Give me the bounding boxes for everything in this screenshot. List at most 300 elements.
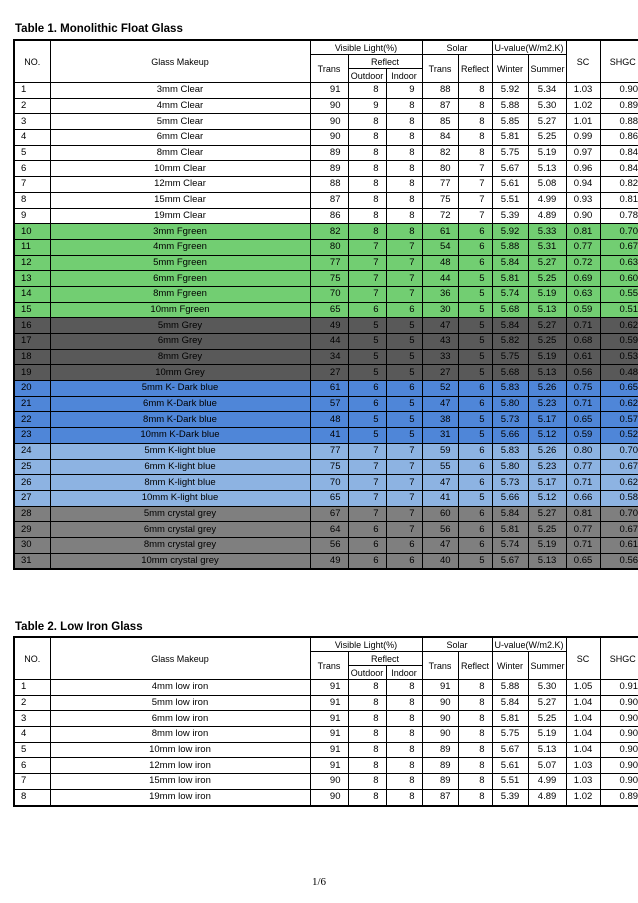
- cell-reflect-outdoor: 7: [348, 239, 386, 255]
- table-row: [14, 537, 638, 553]
- cell-solar-reflect: 8: [458, 114, 492, 130]
- table-row: [14, 475, 638, 491]
- cell-shgc: 0.70: [600, 224, 638, 240]
- cell-shgc: 0.55: [600, 286, 638, 302]
- cell-reflect-indoor: 5: [386, 412, 422, 428]
- cell-visible-trans: 80: [310, 239, 348, 255]
- cell-winter: 5.84: [492, 695, 528, 711]
- cell-glass-makeup: 10mm Grey: [50, 365, 310, 381]
- cell-winter: 5.75: [492, 727, 528, 743]
- cell-summer: 5.23: [528, 459, 566, 475]
- cell-solar-reflect: 5: [458, 302, 492, 318]
- cell-solar-reflect: 5: [458, 428, 492, 444]
- cell-summer: 5.13: [528, 553, 566, 569]
- cell-summer: 4.89: [528, 789, 566, 805]
- cell-no: 17: [14, 334, 50, 350]
- header-visible-trans: Trans: [310, 652, 348, 680]
- cell-reflect-indoor: 8: [386, 192, 422, 208]
- cell-no: 1: [14, 83, 50, 99]
- cell-solar-trans: 87: [422, 98, 458, 114]
- cell-winter: 5.51: [492, 774, 528, 790]
- cell-no: 14: [14, 286, 50, 302]
- header-indoor: Indoor: [386, 69, 422, 83]
- cell-solar-reflect: 8: [458, 130, 492, 146]
- table-row: [14, 161, 638, 177]
- cell-solar-reflect: 8: [458, 727, 492, 743]
- cell-no: 1: [14, 680, 50, 696]
- cell-winter: 5.75: [492, 145, 528, 161]
- cell-solar-reflect: 8: [458, 695, 492, 711]
- cell-solar-trans: 31: [422, 428, 458, 444]
- cell-glass-makeup: 8mm K-light blue: [50, 475, 310, 491]
- cell-solar-trans: 47: [422, 475, 458, 491]
- cell-summer: 4.99: [528, 192, 566, 208]
- cell-no: 20: [14, 381, 50, 397]
- cell-winter: 5.61: [492, 758, 528, 774]
- cell-solar-trans: 89: [422, 758, 458, 774]
- cell-summer: 5.13: [528, 161, 566, 177]
- cell-reflect-indoor: 8: [386, 727, 422, 743]
- cell-no: 13: [14, 271, 50, 287]
- cell-visible-trans: 65: [310, 490, 348, 506]
- table-row: [14, 177, 638, 193]
- cell-reflect-indoor: 5: [386, 318, 422, 334]
- cell-no: 11: [14, 239, 50, 255]
- cell-solar-reflect: 5: [458, 271, 492, 287]
- cell-reflect-indoor: 7: [386, 459, 422, 475]
- table-row: [14, 695, 638, 711]
- table-row: [14, 239, 638, 255]
- cell-reflect-indoor: 8: [386, 130, 422, 146]
- cell-reflect-outdoor: 7: [348, 271, 386, 287]
- cell-glass-makeup: 15mm Clear: [50, 192, 310, 208]
- cell-reflect-outdoor: 7: [348, 255, 386, 271]
- cell-shgc: 0.62: [600, 396, 638, 412]
- cell-reflect-outdoor: 8: [348, 695, 386, 711]
- cell-winter: 5.73: [492, 412, 528, 428]
- cell-glass-makeup: 6mm low iron: [50, 711, 310, 727]
- table-row: [14, 192, 638, 208]
- cell-shgc: 0.67: [600, 522, 638, 538]
- cell-reflect-outdoor: 5: [348, 412, 386, 428]
- cell-summer: 5.13: [528, 742, 566, 758]
- table-1: [13, 39, 638, 570]
- cell-glass-makeup: 12mm low iron: [50, 758, 310, 774]
- cell-visible-trans: 91: [310, 758, 348, 774]
- cell-sc: 1.04: [566, 695, 600, 711]
- cell-summer: 5.12: [528, 428, 566, 444]
- cell-glass-makeup: 5mm Clear: [50, 114, 310, 130]
- cell-sc: 0.61: [566, 349, 600, 365]
- cell-sc: 0.80: [566, 443, 600, 459]
- cell-reflect-indoor: 8: [386, 224, 422, 240]
- cell-glass-makeup: 12mm Clear: [50, 177, 310, 193]
- cell-solar-trans: 60: [422, 506, 458, 522]
- cell-solar-reflect: 8: [458, 98, 492, 114]
- cell-solar-reflect: 8: [458, 789, 492, 805]
- cell-winter: 5.80: [492, 396, 528, 412]
- cell-sc: 1.03: [566, 774, 600, 790]
- cell-reflect-outdoor: 8: [348, 711, 386, 727]
- cell-glass-makeup: 6mm K-Dark blue: [50, 396, 310, 412]
- table-row: [14, 83, 638, 99]
- cell-glass-makeup: 10mm low iron: [50, 742, 310, 758]
- table-row: [14, 680, 638, 696]
- cell-reflect-outdoor: 8: [348, 177, 386, 193]
- cell-no: 23: [14, 428, 50, 444]
- cell-solar-trans: 52: [422, 381, 458, 397]
- header-glass-makeup: Glass Makeup: [50, 637, 310, 680]
- cell-solar-reflect: 6: [458, 396, 492, 412]
- cell-reflect-outdoor: 8: [348, 758, 386, 774]
- cell-winter: 5.84: [492, 506, 528, 522]
- cell-summer: 5.33: [528, 224, 566, 240]
- cell-sc: 1.05: [566, 680, 600, 696]
- cell-solar-trans: 47: [422, 396, 458, 412]
- cell-reflect-outdoor: 7: [348, 475, 386, 491]
- cell-reflect-indoor: 7: [386, 506, 422, 522]
- header-outdoor: Outdoor: [348, 666, 386, 680]
- cell-visible-trans: 41: [310, 428, 348, 444]
- cell-winter: 5.66: [492, 428, 528, 444]
- cell-solar-trans: 61: [422, 224, 458, 240]
- cell-visible-trans: 34: [310, 349, 348, 365]
- cell-reflect-outdoor: 8: [348, 742, 386, 758]
- header-solar-reflect: Reflect: [458, 55, 492, 83]
- cell-solar-trans: 55: [422, 459, 458, 475]
- cell-reflect-indoor: 7: [386, 271, 422, 287]
- cell-reflect-indoor: 8: [386, 177, 422, 193]
- table-row: [14, 789, 638, 805]
- cell-solar-trans: 33: [422, 349, 458, 365]
- cell-solar-reflect: 5: [458, 412, 492, 428]
- cell-sc: 1.03: [566, 83, 600, 99]
- cell-shgc: 0.59: [600, 334, 638, 350]
- cell-summer: 5.31: [528, 239, 566, 255]
- cell-reflect-indoor: 7: [386, 255, 422, 271]
- cell-reflect-indoor: 7: [386, 443, 422, 459]
- cell-reflect-outdoor: 8: [348, 774, 386, 790]
- cell-reflect-indoor: 8: [386, 145, 422, 161]
- cell-summer: 5.27: [528, 506, 566, 522]
- cell-shgc: 0.60: [600, 271, 638, 287]
- cell-sc: 0.69: [566, 271, 600, 287]
- cell-reflect-indoor: 7: [386, 490, 422, 506]
- cell-reflect-outdoor: 8: [348, 192, 386, 208]
- cell-shgc: 0.90: [600, 695, 638, 711]
- header-glass-makeup: Glass Makeup: [50, 40, 310, 83]
- table-row: [14, 381, 638, 397]
- cell-solar-trans: 43: [422, 334, 458, 350]
- cell-solar-trans: 91: [422, 680, 458, 696]
- cell-reflect-outdoor: 6: [348, 522, 386, 538]
- cell-solar-reflect: 5: [458, 490, 492, 506]
- header-shgc: SHGC: [600, 40, 638, 83]
- cell-reflect-indoor: 6: [386, 553, 422, 569]
- cell-summer: 5.17: [528, 412, 566, 428]
- cell-visible-trans: 90: [310, 789, 348, 805]
- cell-solar-reflect: 6: [458, 459, 492, 475]
- cell-shgc: 0.82: [600, 177, 638, 193]
- cell-reflect-outdoor: 8: [348, 145, 386, 161]
- cell-winter: 5.81: [492, 711, 528, 727]
- cell-winter: 5.81: [492, 130, 528, 146]
- cell-visible-trans: 48: [310, 412, 348, 428]
- cell-summer: 5.12: [528, 490, 566, 506]
- cell-winter: 5.51: [492, 192, 528, 208]
- cell-sc: 0.77: [566, 459, 600, 475]
- cell-visible-trans: 91: [310, 680, 348, 696]
- table-2-body: [14, 680, 638, 806]
- cell-solar-trans: 84: [422, 130, 458, 146]
- header-visible-light: Visible Light(%): [310, 637, 422, 652]
- header-winter: Winter: [492, 55, 528, 83]
- cell-winter: 5.88: [492, 680, 528, 696]
- cell-sc: 0.81: [566, 506, 600, 522]
- cell-solar-reflect: 8: [458, 83, 492, 99]
- cell-summer: 5.26: [528, 443, 566, 459]
- cell-reflect-outdoor: 8: [348, 114, 386, 130]
- cell-reflect-outdoor: 7: [348, 286, 386, 302]
- cell-sc: 0.96: [566, 161, 600, 177]
- cell-glass-makeup: 5mm crystal grey: [50, 506, 310, 522]
- cell-visible-trans: 90: [310, 130, 348, 146]
- table-row: [14, 742, 638, 758]
- cell-solar-reflect: 7: [458, 177, 492, 193]
- cell-shgc: 0.62: [600, 318, 638, 334]
- cell-no: 4: [14, 130, 50, 146]
- cell-solar-reflect: 7: [458, 192, 492, 208]
- page-number: 1/6: [311, 876, 327, 888]
- cell-no: 3: [14, 711, 50, 727]
- cell-reflect-outdoor: 8: [348, 130, 386, 146]
- cell-glass-makeup: 8mm crystal grey: [50, 537, 310, 553]
- cell-glass-makeup: 8mm Fgreen: [50, 286, 310, 302]
- cell-shgc: 0.58: [600, 490, 638, 506]
- cell-glass-makeup: 3mm Fgreen: [50, 224, 310, 240]
- cell-solar-reflect: 8: [458, 758, 492, 774]
- cell-reflect-indoor: 8: [386, 774, 422, 790]
- cell-reflect-outdoor: 5: [348, 318, 386, 334]
- cell-visible-trans: 67: [310, 506, 348, 522]
- cell-shgc: 0.88: [600, 114, 638, 130]
- cell-summer: 5.27: [528, 114, 566, 130]
- cell-visible-trans: 64: [310, 522, 348, 538]
- cell-no: 24: [14, 443, 50, 459]
- cell-winter: 5.83: [492, 381, 528, 397]
- table-row: [14, 349, 638, 365]
- cell-shgc: 0.67: [600, 239, 638, 255]
- cell-summer: 5.27: [528, 695, 566, 711]
- cell-sc: 1.04: [566, 711, 600, 727]
- cell-sc: 0.63: [566, 286, 600, 302]
- cell-reflect-outdoor: 6: [348, 302, 386, 318]
- cell-visible-trans: 70: [310, 475, 348, 491]
- cell-shgc: 0.65: [600, 381, 638, 397]
- cell-shgc: 0.84: [600, 161, 638, 177]
- header-visible-reflect: Reflect: [348, 652, 422, 666]
- table-1-body: [14, 83, 638, 570]
- cell-no: 26: [14, 475, 50, 491]
- cell-glass-makeup: 19mm Clear: [50, 208, 310, 224]
- cell-shgc: 0.90: [600, 727, 638, 743]
- cell-glass-makeup: 6mm K-light blue: [50, 459, 310, 475]
- cell-solar-reflect: 6: [458, 239, 492, 255]
- cell-visible-trans: 49: [310, 318, 348, 334]
- cell-glass-makeup: 5mm Grey: [50, 318, 310, 334]
- cell-summer: 5.19: [528, 145, 566, 161]
- cell-solar-reflect: 5: [458, 318, 492, 334]
- cell-shgc: 0.90: [600, 711, 638, 727]
- cell-reflect-indoor: 8: [386, 98, 422, 114]
- cell-solar-trans: 87: [422, 789, 458, 805]
- cell-no: 29: [14, 522, 50, 538]
- cell-summer: 5.27: [528, 318, 566, 334]
- cell-solar-trans: 41: [422, 490, 458, 506]
- table-row: [14, 443, 638, 459]
- cell-solar-trans: 88: [422, 83, 458, 99]
- cell-shgc: 0.52: [600, 428, 638, 444]
- cell-solar-reflect: 8: [458, 680, 492, 696]
- cell-solar-reflect: 6: [458, 506, 492, 522]
- cell-glass-makeup: 19mm low iron: [50, 789, 310, 805]
- cell-glass-makeup: 8mm low iron: [50, 727, 310, 743]
- cell-reflect-outdoor: 5: [348, 349, 386, 365]
- cell-summer: 5.25: [528, 130, 566, 146]
- header-solar-trans: Trans: [422, 652, 458, 680]
- cell-summer: 5.30: [528, 98, 566, 114]
- cell-summer: 5.13: [528, 365, 566, 381]
- header-sc: SC: [566, 40, 600, 83]
- cell-no: 3: [14, 114, 50, 130]
- cell-no: 9: [14, 208, 50, 224]
- cell-glass-makeup: 6mm Clear: [50, 130, 310, 146]
- header-no: NO.: [14, 40, 50, 83]
- cell-visible-trans: 61: [310, 381, 348, 397]
- cell-visible-trans: 44: [310, 334, 348, 350]
- cell-reflect-outdoor: 7: [348, 506, 386, 522]
- cell-reflect-indoor: 8: [386, 161, 422, 177]
- cell-sc: 0.68: [566, 334, 600, 350]
- cell-visible-trans: 77: [310, 255, 348, 271]
- table-row: [14, 365, 638, 381]
- header-summer: Summer: [528, 652, 566, 680]
- cell-solar-trans: 89: [422, 774, 458, 790]
- cell-reflect-outdoor: 6: [348, 396, 386, 412]
- cell-reflect-outdoor: 8: [348, 789, 386, 805]
- header-winter: Winter: [492, 652, 528, 680]
- cell-visible-trans: 82: [310, 224, 348, 240]
- table-row: [14, 774, 638, 790]
- cell-glass-makeup: 4mm Fgreen: [50, 239, 310, 255]
- table-2-caption: Table 2. Low Iron Glass: [15, 621, 143, 633]
- cell-winter: 5.82: [492, 334, 528, 350]
- cell-no: 2: [14, 98, 50, 114]
- cell-reflect-outdoor: 6: [348, 537, 386, 553]
- cell-glass-makeup: 4mm low iron: [50, 680, 310, 696]
- cell-summer: 4.89: [528, 208, 566, 224]
- cell-shgc: 0.84: [600, 145, 638, 161]
- table-1-caption: Table 1. Monolithic Float Glass: [15, 23, 183, 35]
- cell-reflect-outdoor: 9: [348, 98, 386, 114]
- cell-reflect-indoor: 5: [386, 365, 422, 381]
- cell-solar-reflect: 8: [458, 774, 492, 790]
- cell-sc: 0.71: [566, 396, 600, 412]
- cell-summer: 4.99: [528, 774, 566, 790]
- cell-shgc: 0.90: [600, 758, 638, 774]
- cell-sc: 1.02: [566, 98, 600, 114]
- cell-visible-trans: 89: [310, 145, 348, 161]
- cell-visible-trans: 70: [310, 286, 348, 302]
- cell-no: 7: [14, 177, 50, 193]
- cell-solar-reflect: 5: [458, 334, 492, 350]
- header-solar: Solar: [422, 40, 492, 55]
- cell-reflect-indoor: 6: [386, 302, 422, 318]
- cell-solar-trans: 40: [422, 553, 458, 569]
- cell-reflect-indoor: 5: [386, 334, 422, 350]
- cell-solar-trans: 72: [422, 208, 458, 224]
- table-row: [14, 224, 638, 240]
- cell-winter: 5.84: [492, 318, 528, 334]
- cell-reflect-outdoor: 8: [348, 727, 386, 743]
- cell-winter: 5.92: [492, 83, 528, 99]
- header-solar: Solar: [422, 637, 492, 652]
- cell-reflect-indoor: 5: [386, 428, 422, 444]
- table-row: [14, 334, 638, 350]
- table-row: [14, 522, 638, 538]
- cell-summer: 5.19: [528, 727, 566, 743]
- cell-reflect-indoor: 8: [386, 742, 422, 758]
- cell-solar-reflect: 6: [458, 537, 492, 553]
- cell-solar-trans: 90: [422, 727, 458, 743]
- cell-shgc: 0.57: [600, 412, 638, 428]
- cell-visible-trans: 91: [310, 695, 348, 711]
- cell-solar-reflect: 5: [458, 349, 492, 365]
- cell-solar-trans: 90: [422, 695, 458, 711]
- cell-summer: 5.19: [528, 537, 566, 553]
- table-row: [14, 396, 638, 412]
- cell-reflect-outdoor: 7: [348, 490, 386, 506]
- cell-visible-trans: 86: [310, 208, 348, 224]
- cell-sc: 0.90: [566, 208, 600, 224]
- cell-summer: 5.19: [528, 349, 566, 365]
- cell-reflect-outdoor: 8: [348, 83, 386, 99]
- cell-solar-trans: 59: [422, 443, 458, 459]
- table-row: [14, 255, 638, 271]
- table-row: [14, 114, 638, 130]
- cell-reflect-indoor: 8: [386, 114, 422, 130]
- cell-winter: 5.67: [492, 553, 528, 569]
- cell-glass-makeup: 5mm K-light blue: [50, 443, 310, 459]
- cell-glass-makeup: 5mm low iron: [50, 695, 310, 711]
- header-sc: SC: [566, 637, 600, 680]
- cell-solar-reflect: 8: [458, 711, 492, 727]
- cell-visible-trans: 77: [310, 443, 348, 459]
- cell-reflect-outdoor: 8: [348, 224, 386, 240]
- cell-shgc: 0.70: [600, 506, 638, 522]
- cell-winter: 5.74: [492, 286, 528, 302]
- cell-reflect-indoor: 8: [386, 695, 422, 711]
- cell-glass-makeup: 10mm Fgreen: [50, 302, 310, 318]
- table-row: [14, 459, 638, 475]
- cell-visible-trans: 57: [310, 396, 348, 412]
- cell-shgc: 0.63: [600, 255, 638, 271]
- cell-visible-trans: 90: [310, 774, 348, 790]
- cell-reflect-outdoor: 8: [348, 680, 386, 696]
- cell-glass-makeup: 6mm Grey: [50, 334, 310, 350]
- cell-visible-trans: 89: [310, 161, 348, 177]
- cell-glass-makeup: 8mm Clear: [50, 145, 310, 161]
